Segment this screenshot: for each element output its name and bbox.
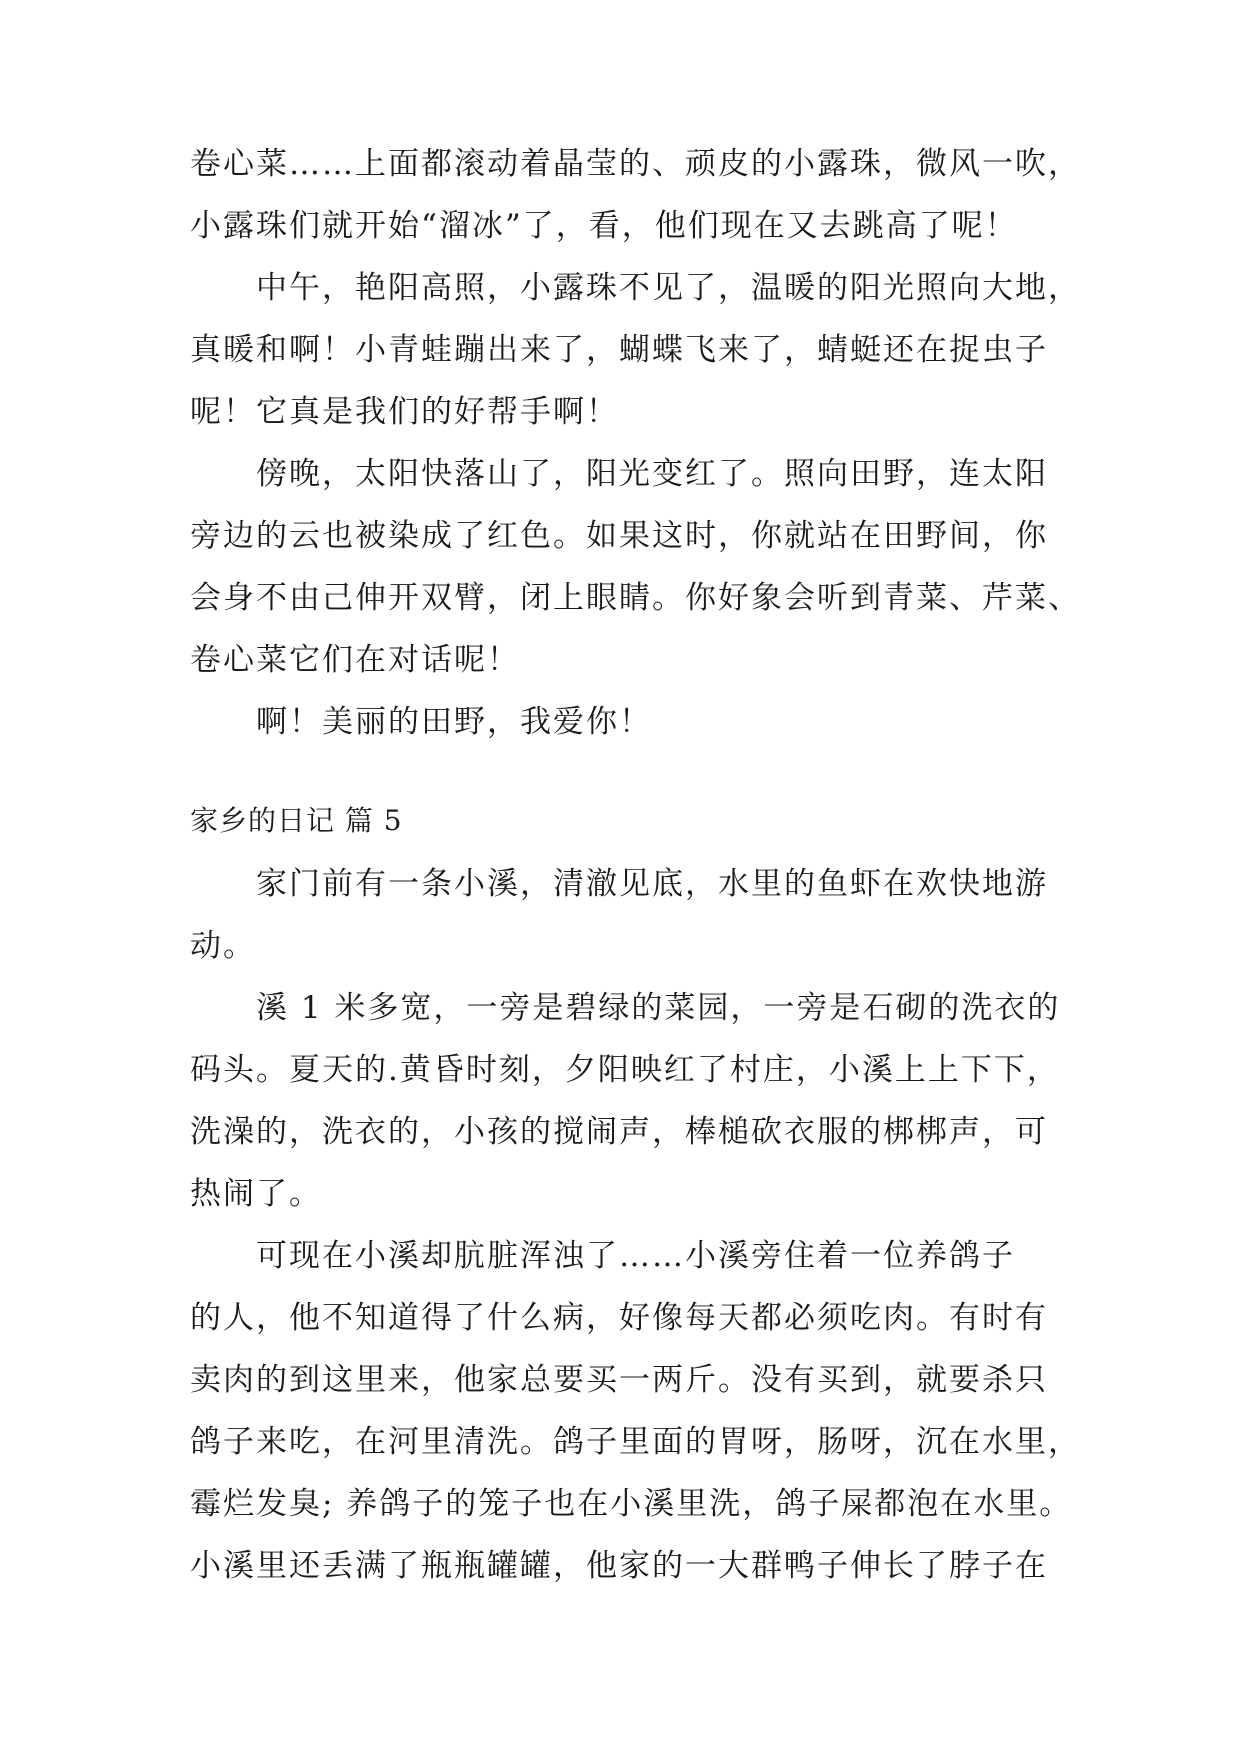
text-line: 呢！它真是我们的好帮手啊！ [190, 394, 619, 430]
text-line: 卷心菜……上面都滚动着晶莹的、顽皮的小露珠，微风一吹， [190, 146, 1081, 182]
section-heading: 家乡的日记 篇 5 [190, 804, 403, 837]
text-line: 真暖和啊！小青蛙蹦出来了，蝴蝶飞来了，蜻蜓还在捉虫子 [190, 332, 1048, 368]
text-line: 会身不由己伸开双臂，闭上眼睛。你好象会听到青菜、芹菜、 [190, 580, 1081, 616]
text-line: 旁边的云也被染成了红色。如果这时，你就站在田野间，你 [190, 518, 1048, 554]
text-line: 家门前有一条小溪，清澈见底，水里的鱼虾在欢快地游 [256, 866, 1048, 902]
text-line: 小露珠们就开始“溜冰”了，看，他们现在又去跳高了呢！ [190, 208, 1018, 244]
paragraph-evening [190, 443, 1081, 691]
essay-section-5 [190, 853, 1081, 1597]
paragraph-stream [190, 853, 1070, 977]
paragraph-summer [190, 977, 1070, 1225]
text-line: 鸽子来吃，在河里清洗。鸽子里面的胃呀，肠呀，沉在水里， [190, 1424, 1081, 1460]
section-heading-block [190, 790, 1070, 852]
text-line: 热闹了。 [190, 1176, 322, 1212]
text-line: 码头。夏天的.黄昏时刻，夕阳映红了村庄，小溪上上下下， [190, 1052, 1060, 1088]
text-line: 洗澡的，洗衣的，小孩的搅闹声，棒槌砍衣服的梆梆声，可 [190, 1114, 1048, 1150]
paragraph-dew [190, 133, 1081, 257]
text-line: 的人，他不知道得了什么病，好像每天都必须吃肉。有时有 [190, 1300, 1048, 1336]
text-line: 小溪里还丢满了瓶瓶罐罐，他家的一大群鸭子伸长了脖子在 [190, 1548, 1048, 1584]
text-line: 卷心菜它们在对话呢！ [190, 642, 520, 678]
paragraph-pollution [190, 1225, 1081, 1597]
text-line: 傍晚，太阳快落山了，阳光变红了。照向田野，连太阳 [256, 456, 1048, 492]
text-line: 中午，艳阳高照，小露珠不见了，温暖的阳光照向大地， [256, 270, 1081, 306]
paragraph-closing [190, 691, 1070, 753]
essay-continuation [190, 133, 1081, 753]
text-line: 动。 [190, 928, 256, 964]
text-line: 可现在小溪却肮脏浑浊了……小溪旁住着一位养鸽子 [256, 1238, 1015, 1274]
text-line: 啊！美丽的田野，我爱你！ [256, 704, 652, 740]
text-line: 溪 1 米多宽，一旁是碧绿的菜园，一旁是石砌的洗衣的 [256, 990, 1061, 1026]
text-line: 卖肉的到这里来，他家总要买一两斤。没有买到，就要杀只 [190, 1362, 1048, 1398]
paragraph-noon [190, 257, 1081, 443]
text-line: 霉烂发臭; 养鸽子的笼子也在小溪里洗，鸽子屎都泡在水里。 [190, 1486, 1073, 1522]
